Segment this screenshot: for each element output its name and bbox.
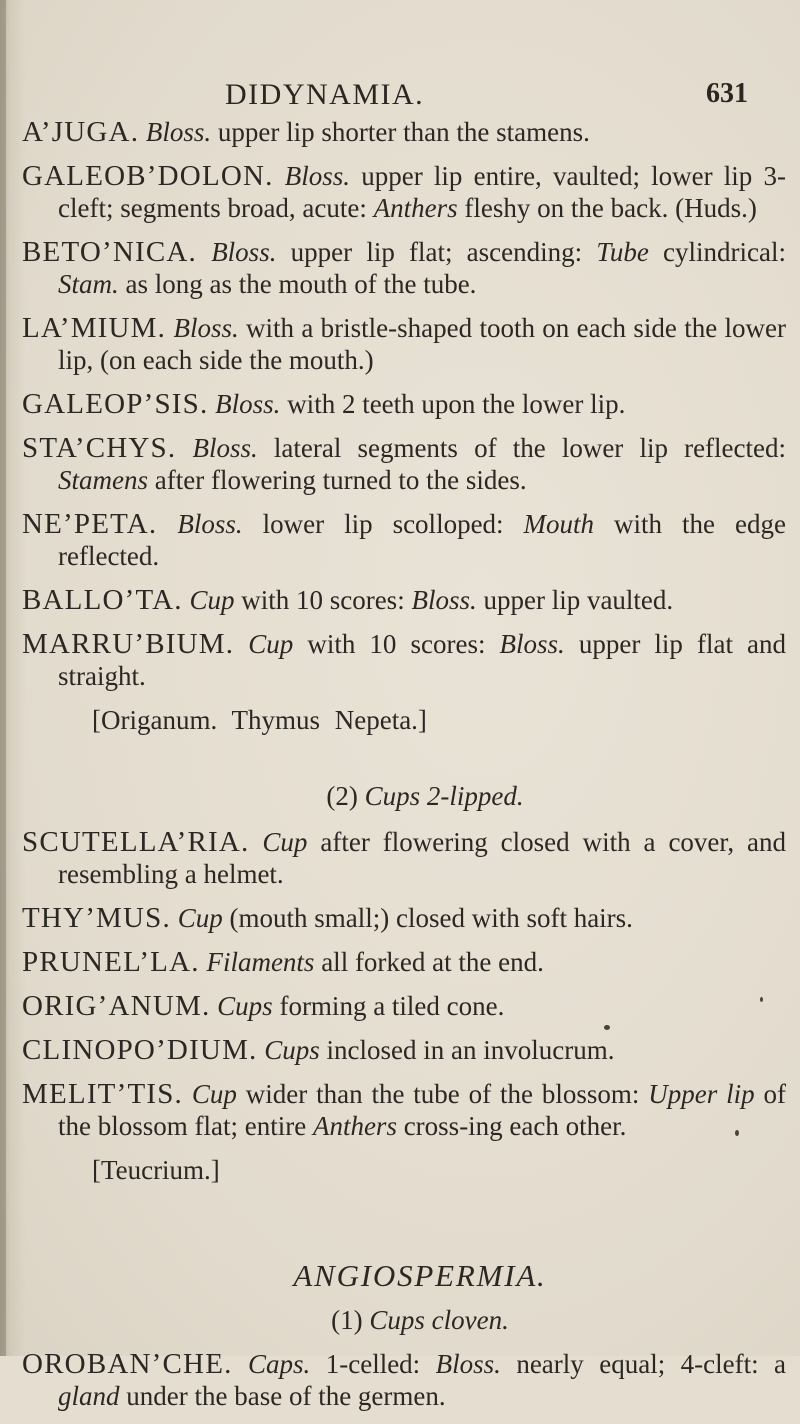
text-block (0, 116, 800, 1424)
cross-reference-note: [Origanum. Thymus Nepeta.] (92, 705, 427, 735)
description-text: upper lip shorter than the stamens. (211, 117, 590, 147)
genus-name: GALEOP’SIS. (22, 388, 209, 420)
description-text: upper lip vaulted. (476, 585, 674, 615)
character-term: Bloss. (192, 433, 258, 463)
genus-name: NE’PETA. (22, 508, 158, 540)
genus-name: SCUTELLA’RIA. (22, 826, 250, 858)
genus-entry (0, 312, 800, 376)
genus-name: CLINOPO’DIUM. (22, 1034, 258, 1066)
subsection-heading-cups-2-lipped (0, 780, 800, 812)
description-text: wider than the tube of the blossom: (236, 1079, 649, 1109)
description-text: after flowering closed with a cover, and resembling a helmet. (58, 827, 787, 889)
description-text: lateral segments of the lower lip reflected: (257, 433, 787, 463)
genus-name: PRUNEL’LA. (22, 946, 200, 978)
subsection-number: (1) (331, 1305, 363, 1335)
character-term: Bloss. (211, 237, 277, 267)
character-term: Bloss. (411, 585, 477, 615)
genus-name: MARRU’BIUM. (22, 628, 235, 660)
character-term: Anthers (373, 193, 458, 223)
character-term: Stamens (58, 465, 148, 495)
description-text: upper lip entire, vaulted; lower lip 3-cleft; segments broad, acute: (58, 161, 786, 223)
description-text: with a bristle-shaped tooth on each side the lower lip, (on each side the mouth.) (58, 313, 786, 375)
description-text: of the blossom flat; entire (58, 1079, 786, 1141)
character-term: Stam. (58, 269, 119, 299)
genus-entry (0, 826, 800, 890)
description-text: with the edge reflected. (58, 509, 786, 571)
genus-entry (0, 1078, 800, 1142)
character-term: Bloss. (499, 629, 565, 659)
character-term: Bloss. (177, 509, 243, 539)
character-term: Filaments (206, 947, 315, 977)
character-term: gland (58, 1381, 120, 1411)
genus-entry (0, 628, 800, 692)
character-term: Cup (189, 585, 235, 615)
character-term: Upper lip (648, 1079, 755, 1109)
description-text: with 10 scores: (293, 629, 500, 659)
subsection-heading-cups-cloven (0, 1304, 800, 1336)
subsection-number: (2) (326, 781, 358, 811)
description-text: fleshy on the back. (Huds.) (457, 193, 757, 223)
running-head: DIDYNAMIA. (225, 78, 425, 111)
character-term: Mouth (523, 509, 595, 539)
genus-name: STA’CHYS. (22, 432, 177, 464)
genus-name: A’JUGA. (22, 116, 140, 148)
genus-list-cups-2-lipped (0, 826, 800, 1142)
character-term: Cup (262, 827, 308, 857)
genus-name: MELIT’TIS. (22, 1078, 183, 1110)
genus-entry (0, 116, 800, 148)
description-text: upper lip flat; ascending: (276, 237, 597, 267)
genus-list-didynamia-gymnospermia (0, 116, 800, 692)
subsection-label: Cups 2-lipped. (364, 781, 524, 811)
description-text: forming a tiled cone. (272, 991, 505, 1021)
genus-name: THY’MUS. (22, 902, 171, 934)
genus-entry (0, 508, 800, 572)
section-heading: ANGIOSPERMIA. (293, 1258, 547, 1293)
character-term: Cups (264, 1035, 320, 1065)
genus-entry (0, 1348, 800, 1412)
genus-entry (0, 584, 800, 616)
description-text: after flowering turned to the sides. (148, 465, 527, 495)
character-term: Cup (191, 1079, 237, 1109)
description-text: nearly equal; 4-cleft: a (500, 1349, 787, 1379)
genus-name: ORIG’ANUM. (22, 990, 211, 1022)
genus-name: BETO’NICA. (22, 236, 197, 268)
genus-entry (0, 990, 800, 1022)
description-text: 1-celled: (310, 1349, 436, 1379)
character-term: Cup (248, 629, 294, 659)
genus-entry (0, 1034, 800, 1066)
page-number: 631 (706, 78, 748, 109)
genus-entry (0, 432, 800, 496)
character-term: Bloss. (435, 1349, 501, 1379)
genus-entry (0, 160, 800, 224)
subsection-label: Cups cloven. (369, 1305, 509, 1335)
character-term: Cup (177, 903, 223, 933)
cross-reference-note: [Teucrium.] (92, 1155, 220, 1185)
description-text: as long as the mouth of the tube. (118, 269, 477, 299)
description-text: upper lip flat and straight. (58, 629, 786, 691)
genus-name: GALEOB’DOLON. (22, 160, 274, 192)
character-term: Bloss. (173, 313, 239, 343)
paper-speck (735, 1130, 739, 1136)
character-term: Bloss. (215, 389, 281, 419)
paper-speck (760, 997, 763, 1002)
genus-entry (0, 946, 800, 978)
description-text: under the base of the germen. (119, 1381, 446, 1411)
description-text: lower lip scolloped: (242, 509, 524, 539)
character-term: Caps. (248, 1349, 311, 1379)
description-text: cylindrical: (648, 237, 787, 267)
character-term: Anthers (312, 1111, 397, 1141)
genus-name: BALLO’TA. (22, 584, 183, 616)
description-text: with 10 scores: (234, 585, 412, 615)
genus-entry (0, 388, 800, 420)
character-term: Bloss. (145, 117, 212, 147)
genus-list-angiospermia (0, 1348, 800, 1412)
genus-entry (0, 902, 800, 934)
description-text: cross-ing each other. (396, 1111, 627, 1141)
paper-speck (604, 1025, 610, 1030)
character-term: Cups (217, 991, 273, 1021)
genus-entry (0, 236, 800, 300)
genus-name: OROBAN’CHE. (22, 1348, 233, 1380)
character-term: Tube (596, 237, 649, 267)
character-term: Bloss. (284, 161, 351, 191)
description-text: inclosed in an involucrum. (319, 1035, 615, 1065)
description-text: with 2 teeth upon the lower lip. (280, 389, 626, 419)
description-text: (mouth small;) closed with soft hairs. (222, 903, 633, 933)
genus-name: LA’MIUM. (22, 312, 167, 344)
description-text: all forked at the end. (314, 947, 544, 977)
